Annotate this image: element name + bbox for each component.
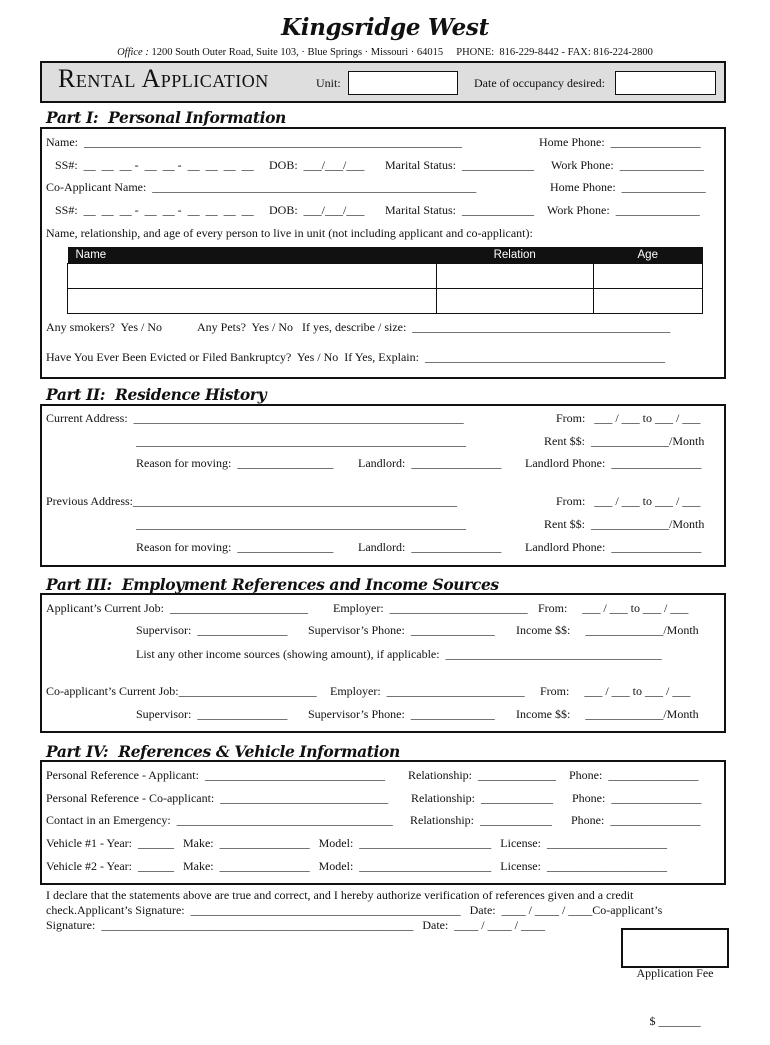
applicant-income-field[interactable]: Income $$: _____________/Month xyxy=(516,623,699,637)
current-reason-field[interactable]: Reason for moving: ________________ xyxy=(136,456,334,470)
emergency-relationship-field[interactable]: Relationship: ____________ xyxy=(410,813,552,827)
coapplicant-name-field[interactable]: Co-Applicant Name: ______________________________________________________ xyxy=(46,180,477,194)
application-fee-label: Application Fee xyxy=(636,966,714,980)
unit-field[interactable] xyxy=(348,71,458,95)
applicant-job-field[interactable]: Applicant’s Current Job: _______________________ xyxy=(46,601,308,615)
occupant-age-cell[interactable] xyxy=(593,264,703,289)
previous-landlord-phone-field[interactable]: Landlord Phone: _______________ xyxy=(525,540,702,554)
part4-heading: Part IV: References & Vehicle Information xyxy=(46,742,400,761)
applicant-job-dates-field[interactable]: From: ___ / ___ to ___ / ___ xyxy=(538,601,689,615)
occupant-name-cell[interactable] xyxy=(68,289,437,314)
reference-applicant-field[interactable]: Personal Reference - Applicant: ______________________________ xyxy=(46,768,385,782)
applicant-signature-line[interactable]: check.Applicant’s Signature: _____________________________________________ Date: ____ / ____ / ____Co-applicant’s xyxy=(46,903,663,917)
reference-coapplicant-relationship-field[interactable]: Relationship: ____________ xyxy=(411,791,553,805)
office-info xyxy=(0,47,770,58)
occupant-relation-cell[interactable] xyxy=(436,289,593,314)
current-address-line2[interactable]: _______________________________________________________ xyxy=(136,434,466,448)
current-rent-field[interactable]: Rent $$: _____________/Month xyxy=(544,434,705,448)
office-label: Office : xyxy=(117,47,149,58)
applicant-name-field[interactable]: Name: _______________________________________________________________ xyxy=(46,135,462,149)
co-home-phone-field[interactable]: Home Phone: ______________ xyxy=(550,180,706,194)
occupants-header-row xyxy=(68,247,703,264)
coapplicant-income-field[interactable]: Income $$: _____________/Month xyxy=(516,707,699,721)
pets-question[interactable]: Any Pets? Yes / No If yes, describe / size: ___________________________________________ xyxy=(197,320,671,334)
emergency-phone-field[interactable]: Phone: _______________ xyxy=(571,813,701,827)
reference-coapplicant-phone-field[interactable]: Phone: _______________ xyxy=(572,791,702,805)
co-dob-field[interactable]: DOB: ___/___/___ xyxy=(269,203,365,217)
col-age: Age xyxy=(593,247,703,264)
office-address: 1200 South Outer Road, Suite 103, · Blue Springs · Missouri · 64015 PHONE: 816-229-8442 - FAX: 816-224-2800 xyxy=(148,47,653,58)
vehicle1-field[interactable]: Vehicle #1 - Year: ______ Make: _______________ Model: ______________________ License: ____________________ xyxy=(46,836,667,850)
coapplicant-job-dates-field[interactable]: From: ___ / ___ to ___ / ___ xyxy=(540,684,691,698)
current-landlord-field[interactable]: Landlord: _______________ xyxy=(358,456,502,470)
previous-address-line2[interactable]: _______________________________________________________ xyxy=(136,517,466,531)
co-marital-status-field[interactable]: Marital Status: ____________ xyxy=(385,203,534,217)
occupant-age-cell[interactable] xyxy=(593,289,703,314)
unit-label: Unit: xyxy=(316,76,341,90)
eviction-question[interactable]: Have You Ever Been Evicted or Filed Bankruptcy? Yes / No If Yes, Explain: ________________________________________ xyxy=(46,350,665,364)
application-fee-box xyxy=(621,928,729,1028)
col-name: Name xyxy=(68,247,437,264)
smokers-question[interactable]: Any smokers? Yes / No xyxy=(46,320,163,334)
reference-applicant-phone-field[interactable]: Phone: _______________ xyxy=(569,768,699,782)
dob-field[interactable]: DOB: ___/___/___ xyxy=(269,158,365,172)
applicant-supervisor-phone-field[interactable]: Supervisor’s Phone: ______________ xyxy=(308,623,495,637)
coapplicant-supervisor-phone-field[interactable]: Supervisor’s Phone: ______________ xyxy=(308,707,495,721)
current-landlord-phone-field[interactable]: Landlord Phone: _______________ xyxy=(525,456,702,470)
emergency-contact-field[interactable]: Contact in an Emergency: ____________________________________ xyxy=(46,813,393,827)
reference-coapplicant-field[interactable]: Personal Reference - Co-applicant: ____________________________ xyxy=(46,791,389,805)
part1-heading: Part I: Personal Information xyxy=(46,108,286,127)
part2-heading: Part II: Residence History xyxy=(46,385,267,404)
previous-rent-field[interactable]: Rent $$: _____________/Month xyxy=(544,517,705,531)
persons-intro: Name, relationship, and age of every person to live in unit (not including applicant and co-applicant): xyxy=(46,226,533,240)
marital-status-field[interactable]: Marital Status: ____________ xyxy=(385,158,534,172)
part3-heading: Part III: Employment References and Income Sources xyxy=(46,575,499,594)
coapplicant-signature-line[interactable]: Signature: ____________________________________________________ Date: ____ / ____ / ____ xyxy=(46,918,545,932)
work-phone-field[interactable]: Work Phone: ______________ xyxy=(551,158,704,172)
col-relation: Relation xyxy=(436,247,593,264)
co-work-phone-field[interactable]: Work Phone: ______________ xyxy=(547,203,700,217)
coapplicant-job-field[interactable]: Co-applicant’s Current Job:_______________________ xyxy=(46,684,317,698)
other-income-field[interactable]: List any other income sources (showing amount), if applicable: ____________________________________ xyxy=(136,647,662,661)
coapplicant-employer-field[interactable]: Employer: _______________________ xyxy=(330,684,525,698)
previous-reason-field[interactable]: Reason for moving: ________________ xyxy=(136,540,334,554)
previous-address-field[interactable]: Previous Address:______________________________________________________ xyxy=(46,494,457,508)
application-fee-amount[interactable]: $ _______ xyxy=(649,1014,701,1028)
occupant-name-cell[interactable] xyxy=(68,264,437,289)
vehicle2-field[interactable]: Vehicle #2 - Year: ______ Make: _______________ Model: ______________________ License: ____________________ xyxy=(46,859,667,873)
applicant-supervisor-field[interactable]: Supervisor: _______________ xyxy=(136,623,288,637)
occupancy-label: Date of occupancy desired: xyxy=(474,76,605,90)
previous-from-to-field[interactable]: From: ___ / ___ to ___ / ___ xyxy=(556,494,701,508)
coapplicant-supervisor-field[interactable]: Supervisor: _______________ xyxy=(136,707,288,721)
form-title: Rental Application xyxy=(58,64,269,93)
ssn-field[interactable]: SS#: __ __ __ - __ __ - __ __ __ __ xyxy=(55,158,254,172)
table-row xyxy=(68,289,703,314)
occupancy-date-field[interactable] xyxy=(615,71,716,95)
table-row xyxy=(68,264,703,289)
occupant-relation-cell[interactable] xyxy=(436,264,593,289)
home-phone-field[interactable]: Home Phone: _______________ xyxy=(539,135,701,149)
previous-landlord-field[interactable]: Landlord: _______________ xyxy=(358,540,502,554)
applicant-employer-field[interactable]: Employer: _______________________ xyxy=(333,601,528,615)
declaration-line1: I declare that the statements above are true and correct, and I hereby authorize verification of references given and a credit xyxy=(46,888,634,902)
current-from-to-field[interactable]: From: ___ / ___ to ___ / ___ xyxy=(556,411,701,425)
co-ssn-field[interactable]: SS#: __ __ __ - __ __ - __ __ __ __ xyxy=(55,203,254,217)
reference-applicant-relationship-field[interactable]: Relationship: _____________ xyxy=(408,768,556,782)
property-title: Kingsridge West xyxy=(281,14,489,41)
current-address-field[interactable]: Current Address: _______________________________________________________ xyxy=(46,411,464,425)
occupants-table xyxy=(67,247,703,314)
